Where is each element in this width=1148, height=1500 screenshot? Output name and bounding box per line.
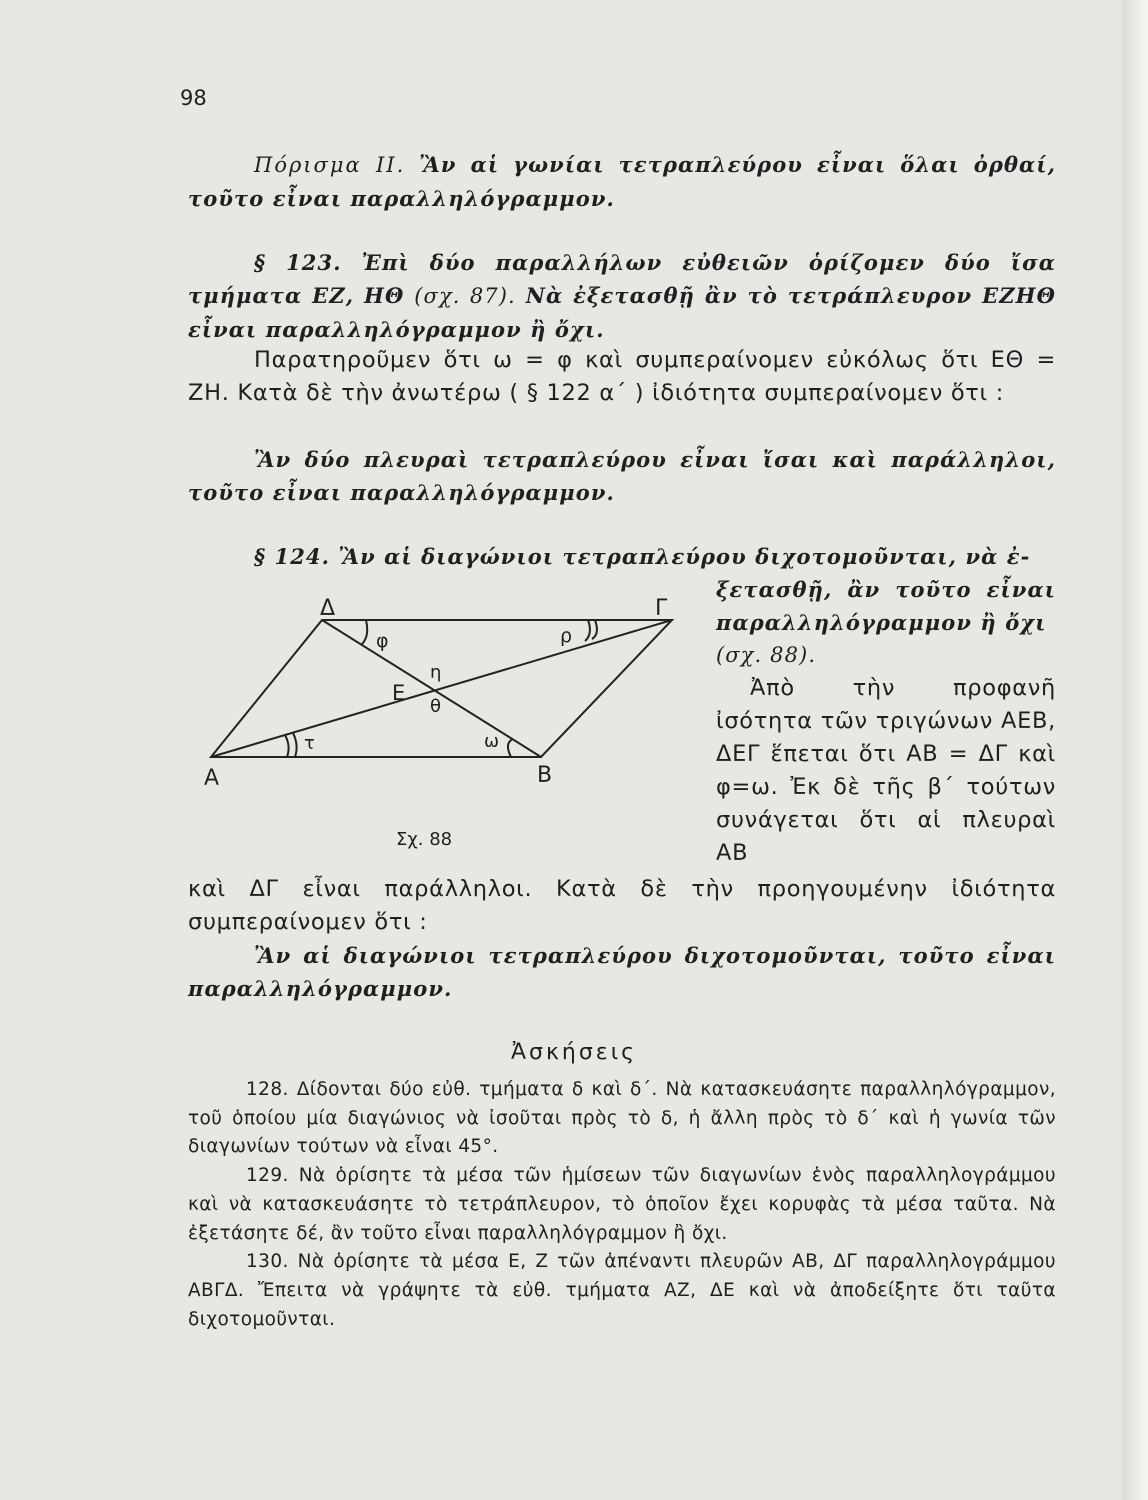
- vertex-A-label: Α: [204, 766, 220, 791]
- section-123-theorem: Ἂν δύο πλευραὶ τετραπλεύρου εἶναι ἴσαι καὶ παράλληλοι, τοῦτο εἶναι παραλληλόγραμμον.: [188, 447, 1056, 505]
- diagonal-AG: [211, 620, 672, 757]
- diagonal-DB: [322, 620, 541, 757]
- section-123-ref: (σχ. 87).: [414, 284, 516, 308]
- angle-theta-label: θ: [430, 696, 442, 717]
- section-123-tail: Νὰ ἐξετασθῇ ἂν τὸ τετράπλευρον ΕΖΗΘ εἶναι παραλληλόγραμμον ἢ ὄχι.: [188, 283, 1056, 342]
- section-123-heading: [188, 246, 1056, 346]
- angle-rho-arc-2: [592, 620, 597, 639]
- angle-tau-arc-1: [285, 735, 289, 757]
- angle-tau-label: τ: [304, 733, 315, 754]
- page-number: 98: [180, 86, 207, 110]
- vertex-G-label: Γ: [655, 596, 668, 621]
- angle-omega-label: ω: [484, 731, 500, 752]
- angle-tau-arc-2: [293, 733, 297, 757]
- vertex-B-label: Β: [537, 763, 553, 788]
- section-123-head: § 123. Ἐπὶ δύο παραλλήλων εὐθειῶν ὁρίζομεν δύο ἴσα τμήματα ΕΖ, ΗΘ: [188, 250, 1056, 308]
- porism-text: Ἂν αἱ γωνίαι τετραπλεύρου εἶναι ὅλαι ὀρθαί, τοῦτο εἶναι παραλληλόγραμμον.: [188, 152, 1056, 211]
- section-124-theorem: Ἂν αἱ διαγώνιοι τετραπλεύρου διχοτομοῦνται, τοῦτο εἶναι παραλληλόγραμμον.: [188, 943, 1056, 1001]
- figure-88-caption: Σχ. 88: [396, 829, 453, 850]
- exercises-list: [188, 1076, 1056, 1334]
- section-124-side-text: Ἀπὸ τὴν προφανῆ ἰσότητα τῶν τριγώνων ΑΕΒ, ΔΕΓ ἕπεται ὅτι ΑΒ = ΔΓ καὶ φ=ω. Ἐκ δὲ τῆς β΄ τούτων συνάγεται ὅτι αἱ πλευραὶ ΑΒ: [716, 675, 1056, 866]
- exercise-130: 130. Νὰ ὁρίσητε τὰ μέσα Ε, Ζ τῶν ἀπέναντι πλευρῶν ΑΒ, ΔΓ παραλληλογράμμου ΑΒΓΔ. Ἔπειτα νὰ γράψητε τὰ εὐθ. τμήματα ΑΖ, ΔΕ καὶ νὰ ἀποδείξητε ὅτι ταῦτα διχοτομοῦνται.: [188, 1251, 1056, 1330]
- porism-label: Πόρισμα II.: [254, 153, 406, 177]
- section-124-body: καὶ ΔΓ εἶναι παράλληλοι. Κατὰ δὲ τὴν προηγουμένην ἰδιότητα συμπεραίνομεν ὅτι :: [188, 876, 1056, 935]
- exercise-129: 129. Νὰ ὁρίσητε τὰ μέσα τῶν ἡμίσεων τῶν διαγωνίων ἑνὸς παραλληλογράμμου καὶ νὰ κατασκευάσητε τὸ τετράπλευρον, τὸ ὁποῖον ἔχει κορυφὰς τὰ μέσα ταῦτα. Νὰ ἐξετάσητε δέ, ἂν τοῦτο εἶναι παραλληλόγραμμον ἢ ὄχι.: [188, 1165, 1056, 1244]
- center-E-label: Ε: [392, 681, 406, 705]
- section-124-side-column: [716, 573, 1056, 870]
- angle-eta-label: η: [430, 662, 442, 683]
- vertex-D-label: Δ: [320, 596, 336, 621]
- section-124-ref: (σχ. 88).: [716, 643, 817, 667]
- section-124-heading-b: ξετασθῇ, ἂν τοῦτο εἶναι παραλληλόγραμμον ἢ ὄχι: [716, 577, 1056, 635]
- angle-omega-arc: [508, 739, 513, 757]
- angle-phi-arc: [361, 620, 367, 645]
- angle-rho-label: ρ: [560, 625, 573, 647]
- figure-88-parallelogram: [200, 590, 690, 825]
- exercise-128: 128. Δίδονται δύο εὐθ. τμήματα δ καὶ δ΄. Νὰ κατασκευάσητε παραλληλόγραμμον, τοῦ ὁποίου μία διαγώνιος νὰ ἰσοῦται πρὸς τὸ δ, ἡ ἄλλη πρὸς τὸ δ΄ καὶ ἡ γωνία τῶν διαγωνίων τούτων νὰ εἶναι 45°.: [188, 1079, 1056, 1158]
- angle-rho-arc-1: [585, 620, 590, 641]
- porism-paragraph: [188, 148, 1056, 215]
- exercises-title: Ἀσκήσεις: [510, 1040, 638, 1065]
- page-edge-shadow: [1122, 0, 1148, 1500]
- section-124-heading-a: § 124. Ἂν αἱ διαγώνιοι τετραπλεύρου διχοτομοῦνται, νὰ ἐ-: [254, 544, 1031, 569]
- section-123-body: Παρατηροῦμεν ὅτι ω = φ καὶ συμπεραίνομεν εὐκόλως ὅτι ΕΘ = ΖΗ. Κατὰ δὲ τὴν ἀνωτέρω ( § 122 α΄ ) ἰδιότητα συμπεραίνομεν ὅτι :: [188, 347, 1056, 406]
- angle-phi-label: φ: [376, 630, 389, 652]
